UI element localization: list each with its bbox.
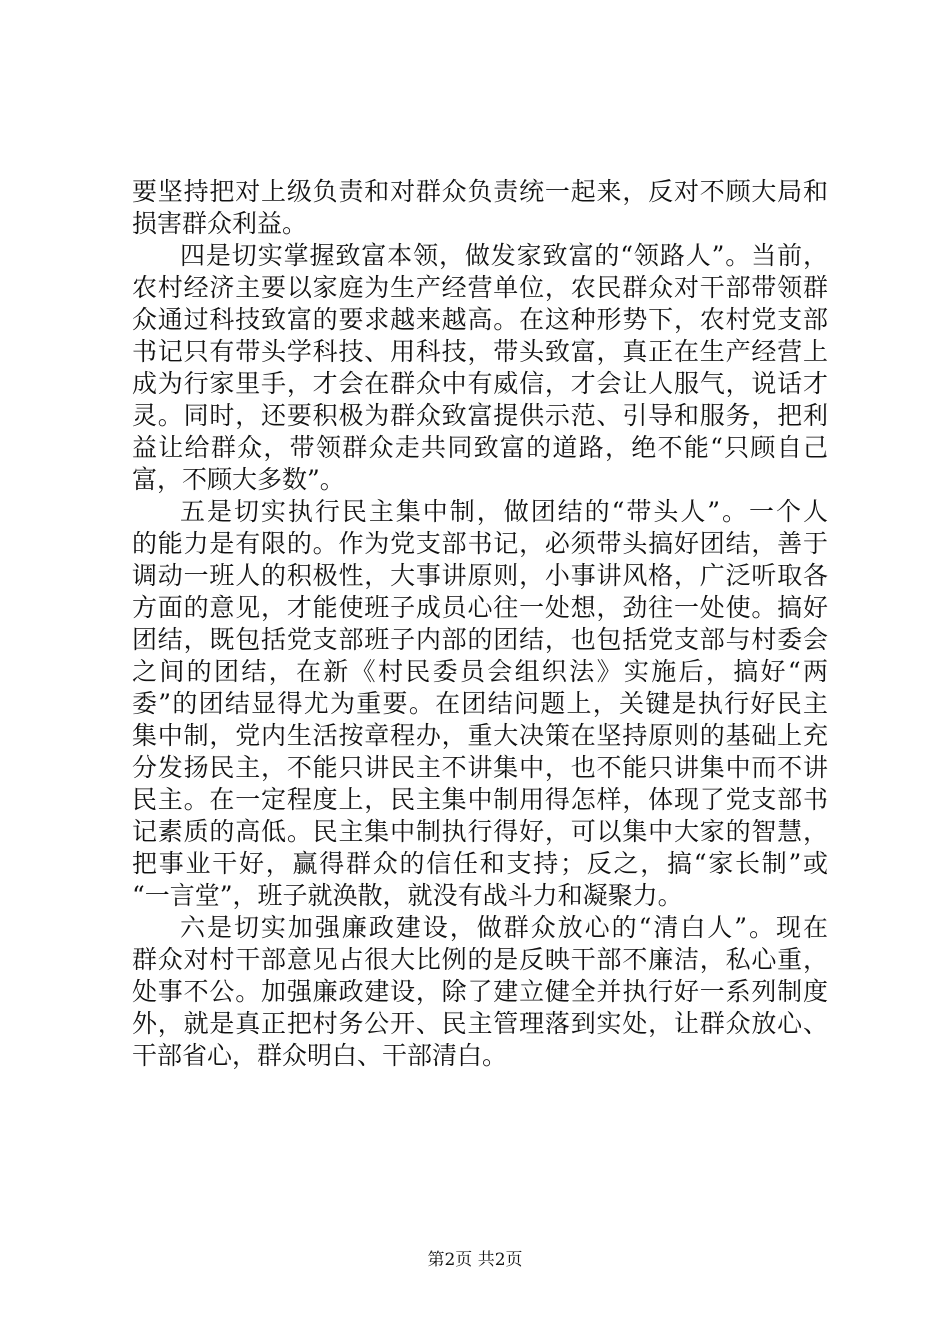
text-line: 把事业干好，赢得群众的信任和支持；反之，搞“家长制”或 [132, 849, 828, 878]
text-line: 成为行家里手，才会在群众中有威信，才会让人服气，说话才 [132, 369, 828, 398]
text-line: 的能力是有限的。作为党支部书记，必须带头搞好团结，善于 [132, 529, 828, 558]
text-line: 要坚持把对上级负责和对群众负责统一起来，反对不顾大局和 [132, 177, 828, 206]
text-line: 方面的意见，才能使班子成员心往一处想，劲往一处使。搞好 [132, 593, 828, 622]
text-line: 委”的团结显得尤为重要。在团结问题上，关键是执行好民主 [132, 689, 828, 718]
text-line: “一言堂”，班子就涣散，就没有战斗力和凝聚力。 [132, 881, 683, 910]
text-line: 外，就是真正把村务公开、民主管理落到实处，让群众放心、 [132, 1009, 828, 1038]
text-line: 农村经济主要以家庭为生产经营单位，农民群众对干部带领群 [132, 273, 828, 302]
paragraph-start-line: 六是切实加强廉政建设，做群众放心的“清白人”。现在 [180, 913, 828, 942]
text-line: 团结，既包括党支部班子内部的团结，也包括党支部与村委会 [132, 625, 828, 654]
text-line: 干部省心，群众明白、干部清白。 [132, 1041, 508, 1070]
text-line: 灵。同时，还要积极为群众致富提供示范、引导和服务，把利 [132, 401, 828, 430]
text-line: 群众对村干部意见占很大比例的是反映干部不廉洁，私心重， [132, 945, 828, 974]
text-line: 损害群众利益。 [132, 209, 308, 238]
text-line: 处事不公。加强廉政建设，除了建立健全并执行好一系列制度 [132, 977, 828, 1006]
paragraph-start-line: 五是切实执行民主集中制，做团结的“带头人”。一个人 [180, 497, 828, 526]
text-line: 分发扬民主，不能只讲民主不讲集中，也不能只讲集中而不讲 [132, 753, 828, 782]
paragraph-start-line: 四是切实掌握致富本领，做发家致富的“领路人”。当前， [180, 241, 828, 270]
text-line: 民主。在一定程度上，民主集中制用得怎样，体现了党支部书 [132, 785, 828, 814]
body-text [132, 176, 828, 1072]
page-number-footer: 第2页 共2页 [427, 1250, 523, 1270]
text-line: 记素质的高低。民主集中制执行得好，可以集中大家的智慧， [132, 817, 828, 846]
text-line: 益让给群众，带领群众走共同致富的道路，绝不能“只顾自己 [132, 433, 828, 462]
text-line: 之间的团结，在新《村民委员会组织法》实施后，搞好“两 [132, 657, 828, 686]
text-line: 富，不顾大多数”。 [132, 465, 345, 494]
text-line: 调动一班人的积极性，大事讲原则，小事讲风格，广泛听取各 [132, 561, 828, 590]
text-line: 众通过科技致富的要求越来越高。在这种形势下，农村党支部 [132, 305, 828, 334]
text-line: 书记只有带头学科技、用科技，带头致富，真正在生产经营上 [132, 337, 828, 366]
text-line: 集中制，党内生活按章程办，重大决策在坚持原则的基础上充 [132, 721, 828, 750]
